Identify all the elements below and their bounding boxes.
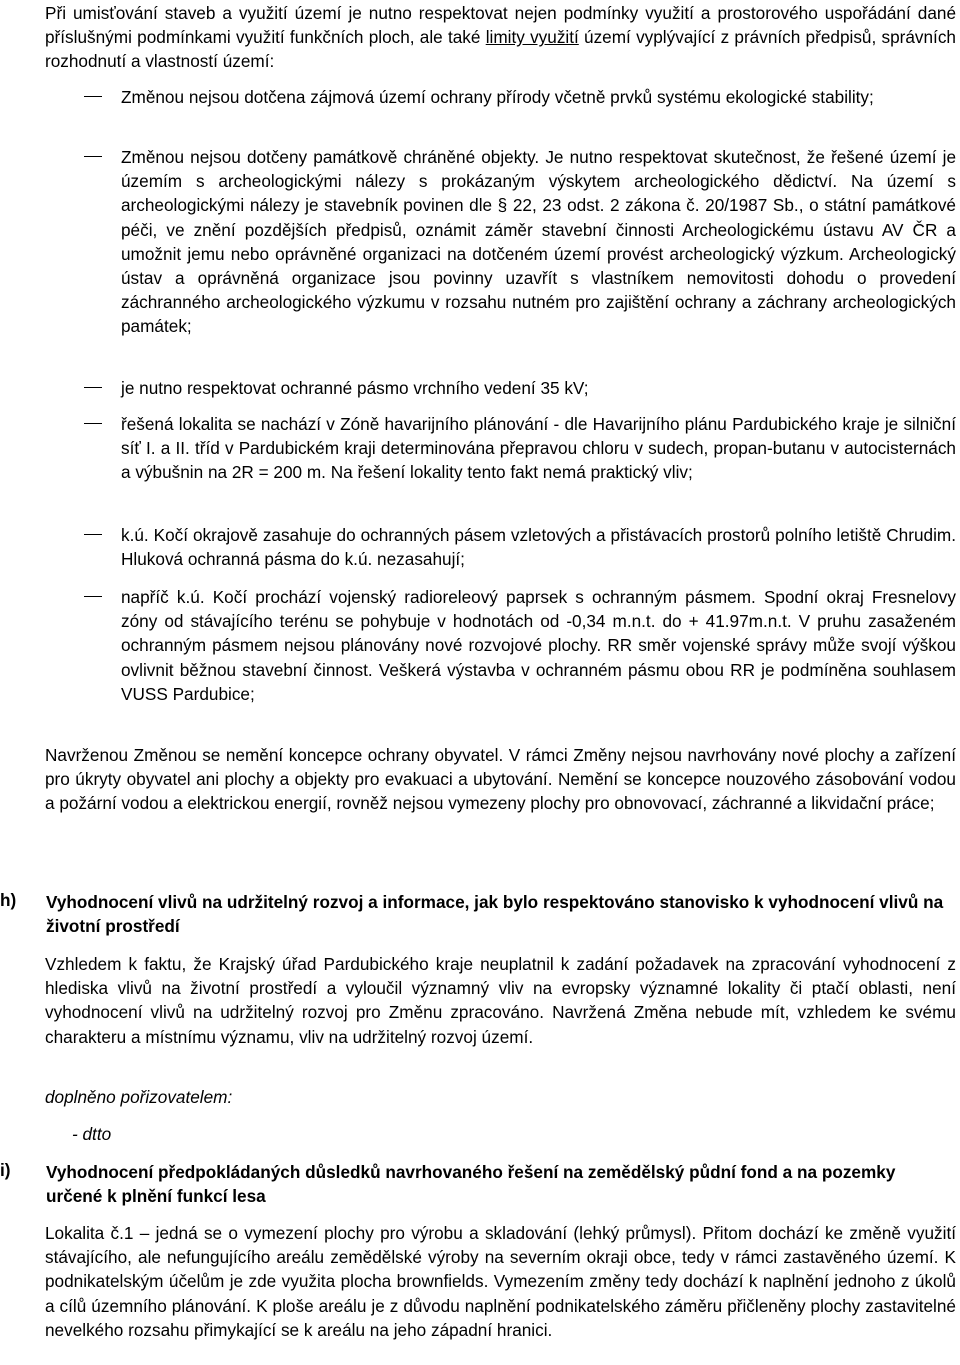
list-item (84, 376, 956, 400)
section-title: Vyhodnocení předpokládaných důsledků navrhovaného řešení na zemědělský půdní fond a na pozemky určené k plnění funkcí lesa (46, 1162, 896, 1207)
section-number: i) (0, 1160, 11, 1180)
list-item-text: Změnou nejsou dotčena zájmová území ochrany přírody včetně prvků systému ekologické stability; (121, 87, 874, 107)
note-value: - dtto (72, 1124, 112, 1144)
list-item (84, 585, 956, 706)
list-item-text: je nutno respektovat ochranné pásmo vrchního vedení 35 kV; (121, 378, 589, 398)
list-item (84, 523, 956, 571)
section-i-heading (0, 1160, 956, 1208)
list-item (84, 85, 956, 109)
section-h-heading (0, 890, 956, 938)
list-item-text: řešená lokalita se nachází v Zóně havarijního plánování - dle Havarijního plánu Pardubického kraje je silniční síť I. a II. tříd v Pardubickém kraji determinována přepravou chloru v sudech, propan-butanu v autocisternách a výbušnin na 2R = 200 m. Na řešení lokality tento fakt nemá praktický vliv; (121, 414, 956, 483)
section-number: h) (0, 890, 17, 910)
intro-text-end: území vyplývající z právních předpisů, správních rozhodnutí a vlastností území: (45, 27, 956, 72)
dash-bullet (84, 523, 121, 571)
intro-text: Při umisťování staveb a využití území je nutno respektovat nejen podmínky využití a prostorového uspořádání dané příslušnými podmínkami využití funkčních ploch, ale také (45, 3, 956, 48)
dash-bullet (84, 145, 121, 339)
intro-paragraph (45, 1, 956, 74)
section-i-body: Lokalita č.1 – jedná se o vymezení plochy pro výrobu a skladování (lehký průmysl). Přitom dochází ke změně využití stávajícího, ale nefungujícího areálu zemědělské výroby na severním okraji obce, tedy v rámci zastavěného území. K podnikatelským účelům je zde využita plocha brownfields. Vymezením změny tedy dochází k naplnění jednoho z úkolů a cílů územního plánování. K ploše areálu je z důvodu naplnění podnikatelského záměru přičleněny plochy zastavitelné nevelkého rozsahu přimykající se k areálu na jeho západní hranici. (45, 1223, 956, 1340)
section-title: Vyhodnocení vlivů na udržitelný rozvoj a informace, jak bylo respektováno stanovisko k vyhodnocení vlivů na životní prostředí (46, 892, 944, 937)
limity-link[interactable]: limity využití (485, 27, 579, 48)
dash-bullet (84, 412, 121, 485)
list-item-text: napříč k.ú. Kočí prochází vojenský radioreleový paprsek s ochranným pásmem. Spodní okraj Fresnelovy zóny od stávajícího terénu se pohybuje v hodnotách od -0,34 m.n.t. do + 41.97m.n.t. V pruhu zasaženém ochranným pásmem nejsou plánovány nové rozvojové plochy. RR směr vojenské správy může svojí výškou ovlivnit běžnou stavební činnost. Veškerá výstavba v ochranném pásmu obou RR je podmíněna souhlasem VUSS Pardubice; (121, 587, 956, 704)
list-item (84, 145, 956, 339)
list-item (84, 412, 956, 485)
dash-bullet (84, 376, 121, 400)
civil-protection-paragraph: Navrženou Změnou se nemění koncepce ochrany obyvatel. V rámci Změny nejsou navrhovány nové plochy a zařízení pro úkryty obyvatel ani plochy a objekty pro evakuaci a ubytování. Nemění se koncepce nouzového zásobování vodou a požární vodou a elektrickou energií, rovněž nejsou vymezeny plochy pro obnovovací, záchranné a likvidační práce; (45, 745, 956, 814)
section-h-body: Vzhledem k faktu, že Krajský úřad Pardubického kraje neuplatnil k zadání požadavek na zpracování vyhodnocení z hlediska vlivů na životní prostředí a vyloučil významný vliv na evropsky významné lokality či ptačí oblasti, není vyhodnocení vlivů na udržitelný rozvoj pro Změnu zpracováno. Navržená Změna nebude mít, vzhledem ke svému charakteru a místnímu významu, vliv na udržitelný rozvoj území. (45, 954, 956, 1047)
dash-bullet (84, 85, 121, 109)
list-item-text: Změnou nejsou dotčeny památkově chráněné objekty. Je nutno respektovat skutečnost, že řešené území je územím s archeologickými nálezy s prokázaným výskytem archeologického dědictví. Na území s archeologickými nálezy je stavebník povinen dle § 22, 23 odst. 2 zákona č. 20/1987 Sb., o státní památkové péči, ve znění pozdějších předpisů, oznámit záměr stavební činnosti Archeologickému ústavu AV ČR a umožnit jemu nebo oprávněné organizaci na dotčeném území provést archeologický výzkum. Archeologický ústav a oprávněná organizace jsou povinny uzavřít s vlastníkem nemovitosti dohodu o provedení záchranného archeologického výzkumu v rozsahu nutném pro zajištění ochrany a záchrany archeologických památek; (121, 147, 956, 337)
note-label: doplněno pořizovatelem: (45, 1087, 233, 1107)
list-item-text: k.ú. Kočí okrajově zasahuje do ochranných pásem vzletových a přistávacích prostorů polního letiště Chrudim. Hluková ochranná pásma do k.ú. nezasahují; (121, 525, 956, 570)
dash-bullet (84, 585, 121, 706)
